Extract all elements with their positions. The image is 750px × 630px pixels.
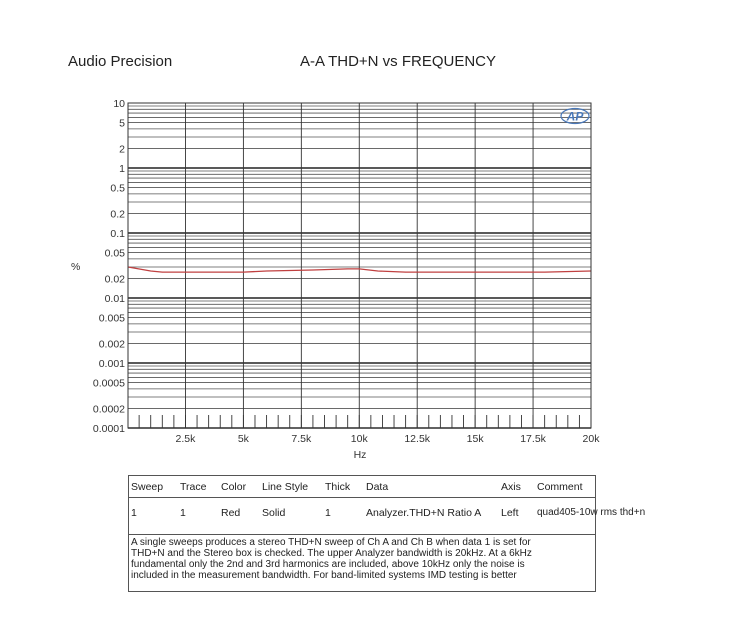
x-tick-label: 7.5k: [291, 433, 312, 445]
y-tick-label: 0.001: [98, 358, 125, 370]
header-data: Data: [366, 481, 389, 493]
brand-label: Audio Precision: [68, 53, 173, 70]
header-line-style: Line Style: [262, 481, 309, 493]
y-tick-label: 0.0002: [92, 403, 125, 416]
y-tick-label: 0.1: [110, 228, 125, 240]
y-tick-label: 0.002: [98, 338, 125, 351]
y-tick-label: 0.0005: [92, 377, 125, 390]
table-row: [129, 498, 646, 535]
y-tick-label: 0.02: [104, 273, 125, 286]
sweep-table: [128, 475, 646, 592]
table-header: [129, 476, 595, 498]
ap-logo: [561, 109, 589, 124]
x-tick-label: 17.5k: [520, 433, 546, 445]
x-tick-label: 20k: [582, 433, 600, 445]
x-axis-label: Hz: [353, 449, 367, 461]
x-tick-label: 2.5k: [175, 433, 196, 445]
y-tick-label: 0.0001: [92, 423, 125, 435]
x-tick-label: 15k: [466, 433, 484, 445]
description-line: included in the measurement bandwidth. For band-limited systems IMD testing is better: [131, 570, 517, 581]
header-trace: Trace: [180, 481, 207, 493]
cell-color: Red: [221, 507, 241, 519]
header-sweep: Sweep: [131, 481, 164, 493]
cell-comment: quad405-10w rms thd+n: [537, 507, 646, 518]
x-axis-ticks: [176, 433, 601, 445]
header-comment: Comment: [537, 481, 583, 493]
description-line: THD+N and the Stereo box is checked. The upper Analyzer bandwidth is 20kHz. At a 6kHz: [131, 548, 532, 559]
cell-data: Analyzer.THD+N Ratio A: [366, 507, 482, 519]
ap-logo-text: AP: [566, 109, 584, 124]
y-tick-label: 0.005: [98, 312, 125, 325]
cell-sweep: 1: [131, 507, 137, 519]
header-color: Color: [221, 481, 247, 493]
description-line: A single sweeps produces a stereo THD+N sweep of Ch A and Ch B when data 1 is set for: [131, 537, 531, 548]
grid: [128, 103, 591, 428]
y-tick-label: 1: [119, 163, 125, 175]
x-tick-label: 5k: [237, 433, 249, 445]
header-thick: Thick: [325, 481, 351, 493]
y-tick-label: 5: [119, 117, 125, 130]
cell-axis: Left: [501, 507, 519, 519]
description-line: fundamental only the 2nd and 3rd harmonics are included, above 10kHz only the noise is: [131, 559, 525, 570]
description: [131, 537, 593, 581]
y-tick-label: 2: [119, 143, 125, 156]
x-tick-label: 12.5k: [404, 433, 431, 445]
y-tick-label: 0.2: [110, 208, 125, 221]
x-tick-label: 10k: [350, 433, 368, 445]
y-tick-label: 0.01: [104, 293, 125, 305]
cell-trace: 1: [180, 507, 186, 519]
chart-title: A-A THD+N vs FREQUENCY: [300, 53, 497, 70]
header-axis: Axis: [501, 481, 521, 493]
y-tick-label: 10: [113, 98, 125, 110]
cell-thick: 1: [325, 507, 331, 519]
cell-line-style: Solid: [262, 507, 286, 519]
y-axis-label: %: [71, 261, 81, 273]
y-tick-label: 0.5: [110, 182, 125, 195]
y-axis-ticks: [93, 98, 125, 435]
y-tick-label: 0.05: [104, 247, 125, 260]
